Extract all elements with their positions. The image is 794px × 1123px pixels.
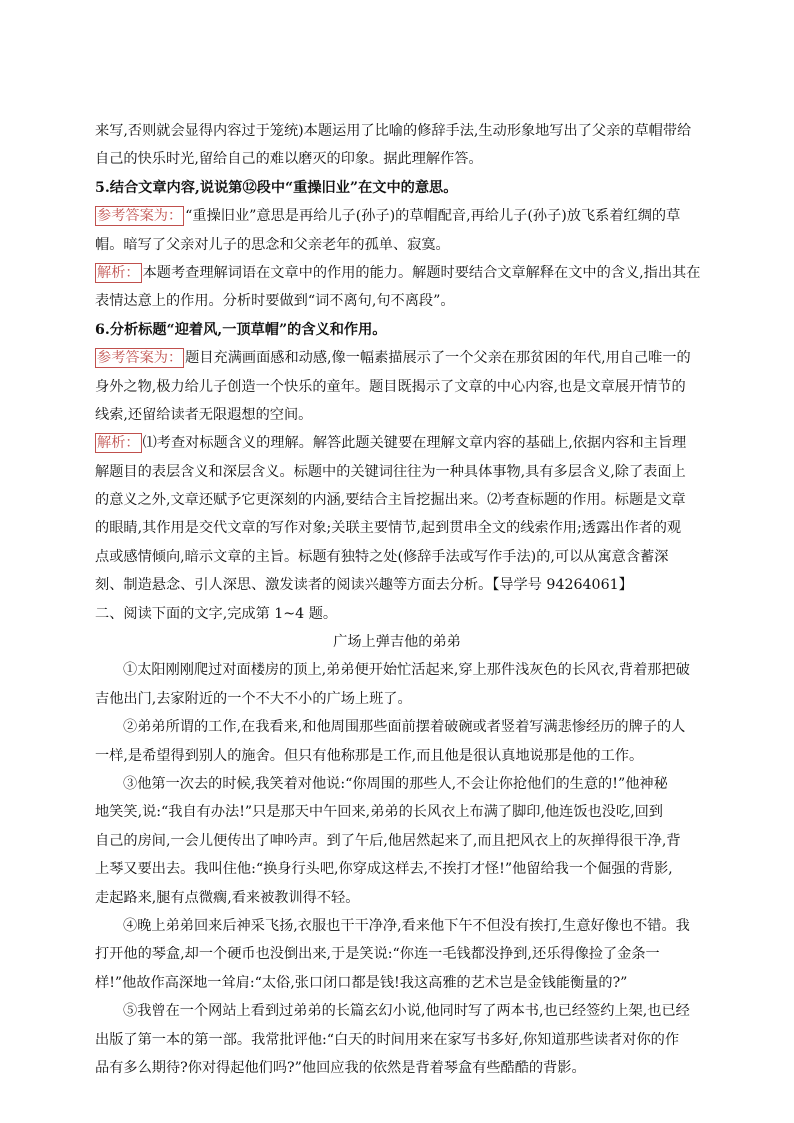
answer-line: 帽。暗写了父亲对儿子的思念和父亲老年的孤单、寂寞。 <box>95 236 450 253</box>
analysis-line: 解题目的表层含义和深层含义。标题中的关键词往往为一种具体事物,具有多层含义,除了表面上 <box>95 463 686 480</box>
paragraph-line: 打开他的琴盒,却一个硬币也没倒出来,于是笑说:“你连一毛钱都没挣到,还乐得像捡了金条一 <box>95 946 660 963</box>
analysis-tag: 解析： <box>97 264 140 281</box>
text-line: 自己的快乐时光,留给自己的难以磨灭的印象。据此理解作答。 <box>95 151 483 168</box>
analysis-line: 表情达意上的作用。分析时要做到“词不离句,句不离段”。 <box>95 293 455 310</box>
analysis-tag: 解析： <box>97 435 140 452</box>
answer-line: 身外之物,极力给儿子创造一个快乐的童年。题目既揭示了文章的中心内容,也是文章展开情节的 <box>95 378 686 395</box>
analysis-line: 的意义之外,文章还赋予它更深刻的内涵,要结合主旨挖掘出来。⑵考查标题的作用。标题是文章 <box>95 492 686 509</box>
paragraph-line: 地笑笑,说:“我自有办法!”只是那天中午回来,弟弟的长风衣上布满了脚印,他连饭也没吃,回到 <box>95 804 663 821</box>
article-title: 广场上弹吉他的弟弟 <box>333 634 461 651</box>
answer-line: 参考答案为： 题目充满画面感和动感,像一幅素描展示了一个父亲在那贫困的年代,用自己唯一的 <box>97 350 691 367</box>
analysis-line: 的眼睛,其作用是交代文章的写作对象;关联主要情节,起到贯串全文的线索作用;透露出作者的观 <box>95 520 682 537</box>
paragraph-line: ③他第一次去的时候,我笑着对他说:“你周围的那些人,不会让你抢他们的生意的!”他神秘 <box>123 775 668 792</box>
paragraph-line: 一样,是希望得到别人的施舍。但只有他称那是工作,而且他是很认真地说那是他的工作。 <box>95 747 644 764</box>
paragraph-line: 上琴又要出去。我叫住他:“换身行头吧,你穿成这样去,不挨打才怪!”他留给我一个倔强的背影, <box>95 861 673 878</box>
document-page <box>95 117 699 1082</box>
question-6: 6.分析标题“迎着风,一顶草帽”的含义和作用。 <box>95 321 387 338</box>
paragraph-line: 品有多么期待?你对得起他们吗?”他回应我的依然是背着琴盒有些酷酷的背影。 <box>95 1059 586 1076</box>
answer-line: 参考答案为： “重操旧业”意思是再给儿子(孙子)的草帽配音,再给儿子(孙子)放飞系着红绸的草 <box>97 208 681 225</box>
reading-instruction: 二、阅读下面的文字,完成第 1~4 题。 <box>95 605 338 622</box>
paragraph-line: ①太阳刚刚爬过对面楼房的顶上,弟弟便开始忙活起来,穿上那件浅灰色的长风衣,背着那把破 <box>123 662 690 679</box>
question-5: 5.结合文章内容,说说第⑫段中“重操旧业”在文中的意思。 <box>95 179 458 196</box>
text-line: 来写,否则就会显得内容过于笼统)本题运用了比喻的修辞手法,生动形象地写出了父亲的草帽带给 <box>95 123 692 139</box>
paragraph-line: 自己的房间,一会儿便传出了呻吟声。到了午后,他居然起来了,而且把风衣上的灰掸得很干净,背 <box>95 832 681 849</box>
paragraph-line: 样!”他故作高深地一耸肩:“太俗,张口闭口都是钱!我这高雅的艺术岂是金钱能衡量的?” <box>95 974 628 991</box>
analysis-line: 刻、制造悬念、引人深思、激发读者的阅读兴趣等方面去分析。【导学号 94264061】 <box>95 577 633 594</box>
paragraph-line: ②弟弟所谓的工作,在我看来,和他周围那些面前摆着破碗或者竖着写满悲惨经历的牌子的人 <box>123 719 686 736</box>
paragraph-line: 吉他出门,去家附近的一个不大不小的广场上班了。 <box>95 690 412 707</box>
analysis-line: 解析： ⑴考查对标题含义的理解。解答此题关键要在理解文章内容的基础上,依据内容和主旨理 <box>97 435 687 452</box>
paragraph-line: ④晚上弟弟回来后神采飞扬,衣服也干干净净,看来他下午不但没有挨打,生意好像也不错。我 <box>123 917 690 934</box>
paragraph-line: 出版了第一本的第一部。我常批评他:“白天的时间用来在家写书多好,你知道那些读者对你的作 <box>95 1031 680 1048</box>
paragraph-line: ⑤我曾在一个网站上看到过弟弟的长篇玄幻小说,他同时写了两本书,也已经签约上架,也已经 <box>123 1003 690 1020</box>
answer-line: 线索,还留给读者无限遐想的空间。 <box>95 406 313 423</box>
answer-tag: 参考答案为： <box>97 208 183 225</box>
analysis-line: 点或感情倾向,暗示文章的主旨。标题有独特之处(修辞手法或写作手法)的,可以从寓意含蓄深 <box>95 548 669 565</box>
paragraph-line: 走起路来,腿有点微瘸,看来被教训得不轻。 <box>95 889 360 906</box>
answer-tag: 参考答案为： <box>97 350 183 367</box>
analysis-line: 解析： 本题考查理解词语在文章中的作用的能力。解题时要结合文章解释在文中的含义,指出其在 <box>97 264 701 281</box>
